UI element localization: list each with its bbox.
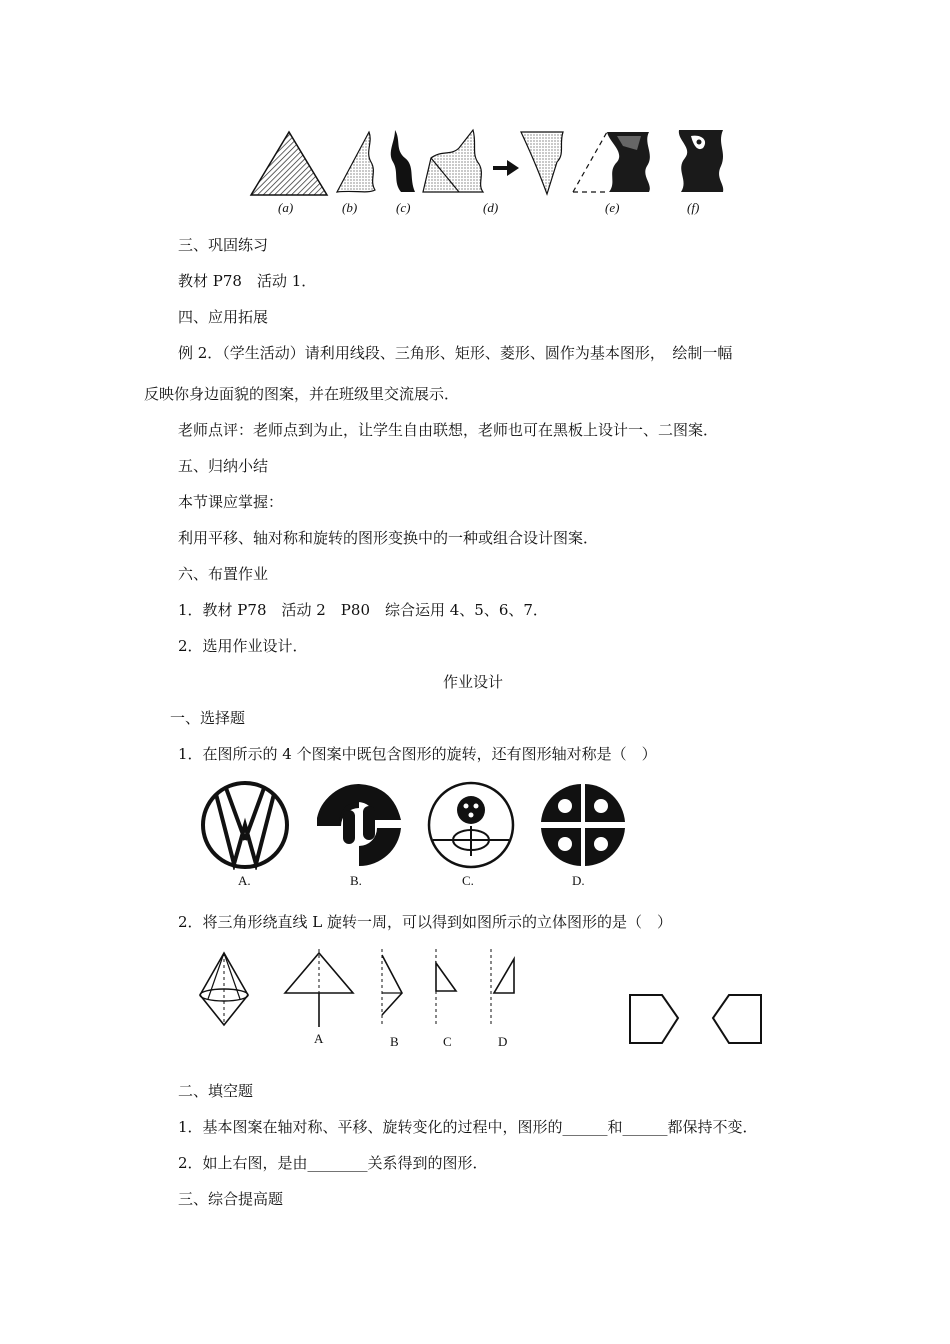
text-line: 例 2．（学生活动）请利用线段、三角形、矩形、菱形、圆作为基本图形， 绘制一幅 [178, 344, 733, 362]
pentagon-left-pointing [713, 995, 761, 1043]
fill-question-2: 2．如上右图，是由________关系得到的图形． [178, 1154, 488, 1172]
question-2: 2．将三角形绕直线 L 旋转一周，可以得到如图所示的立体图形的是（ ） [178, 913, 673, 931]
shape-inverted [521, 132, 563, 194]
section-heading-choice: 一、选择题 [170, 709, 246, 727]
q1-option-c-label: C. [462, 873, 474, 888]
q1-option-a-label: A. [238, 873, 251, 888]
q1-option-c-figure [425, 780, 517, 870]
q2-option-c-figure [436, 949, 456, 1027]
pentagon-right-pointing [630, 995, 678, 1043]
fill-question-1: 1．基本图案在轴对称、平移、旋转变化的过程中，图形的______和______都保持不变． [178, 1118, 758, 1136]
q1-option-b-figure [313, 780, 405, 870]
shape-b [337, 132, 375, 192]
section-heading-homework: 六、布置作业 [178, 565, 269, 583]
shape-d [423, 130, 483, 192]
q2-option-a-figure [285, 949, 353, 1027]
arrow-icon [493, 160, 519, 176]
q2-option-d-label: D [498, 1034, 508, 1049]
text-line: 2．选用作业设计． [178, 637, 308, 655]
section-heading-fill-blank: 二、填空题 [178, 1082, 254, 1100]
question-1: 1．在图所示的 4 个图案中既包含图形的旋转，还有图形轴对称是（ ） [178, 745, 657, 763]
caption-c: (c) [396, 200, 411, 215]
text-line: 1．教材 P78 活动 2 P80 综合运用 4、5、6、7． [178, 601, 548, 619]
text-line: 老师点评：老师点到为止，让学生自由联想，老师也可在黑板上设计一、二图案． [178, 421, 719, 439]
q2-option-b-label: B [390, 1034, 399, 1049]
q1-option-b-label: B. [350, 873, 362, 888]
section-heading-summary: 五、归纳小结 [178, 457, 269, 475]
q2-option-c-label: C [443, 1034, 452, 1049]
q2-option-a-label: A [314, 1031, 324, 1046]
q1-option-d-figure [537, 780, 629, 870]
caption-d: (d) [483, 200, 499, 215]
caption-b: (b) [342, 200, 358, 215]
section-heading-extension: 四、应用拓展 [178, 308, 269, 326]
q1-option-a-figure [200, 780, 290, 870]
shape-a-triangle [251, 132, 327, 195]
section-heading-practice: 三、巩固练习 [178, 236, 269, 254]
q2-option-d-figure [491, 949, 514, 1027]
q1-option-d-label: D. [572, 873, 585, 888]
caption-f: (f) [687, 200, 700, 215]
shape-c [391, 130, 415, 192]
q2-figure [190, 945, 790, 1055]
q2-solid-double-cone [200, 953, 248, 1025]
text-line: 本节课应掌握： [178, 493, 284, 511]
text-line: 利用平移、轴对称和旋转的图形变换中的一种或组合设计图案． [178, 529, 599, 547]
text-line: 教材 P78 活动 1． [178, 272, 317, 290]
text-line: 反映你身边面貌的图案，并在班级里交流展示． [144, 385, 460, 403]
caption-e: (e) [605, 200, 620, 215]
caption-a: (a) [278, 200, 294, 215]
section-heading-comprehensive: 三、综合提高题 [178, 1190, 284, 1208]
q2-option-b-figure [382, 949, 402, 1027]
page-subtitle: 作业设计 [443, 673, 504, 691]
